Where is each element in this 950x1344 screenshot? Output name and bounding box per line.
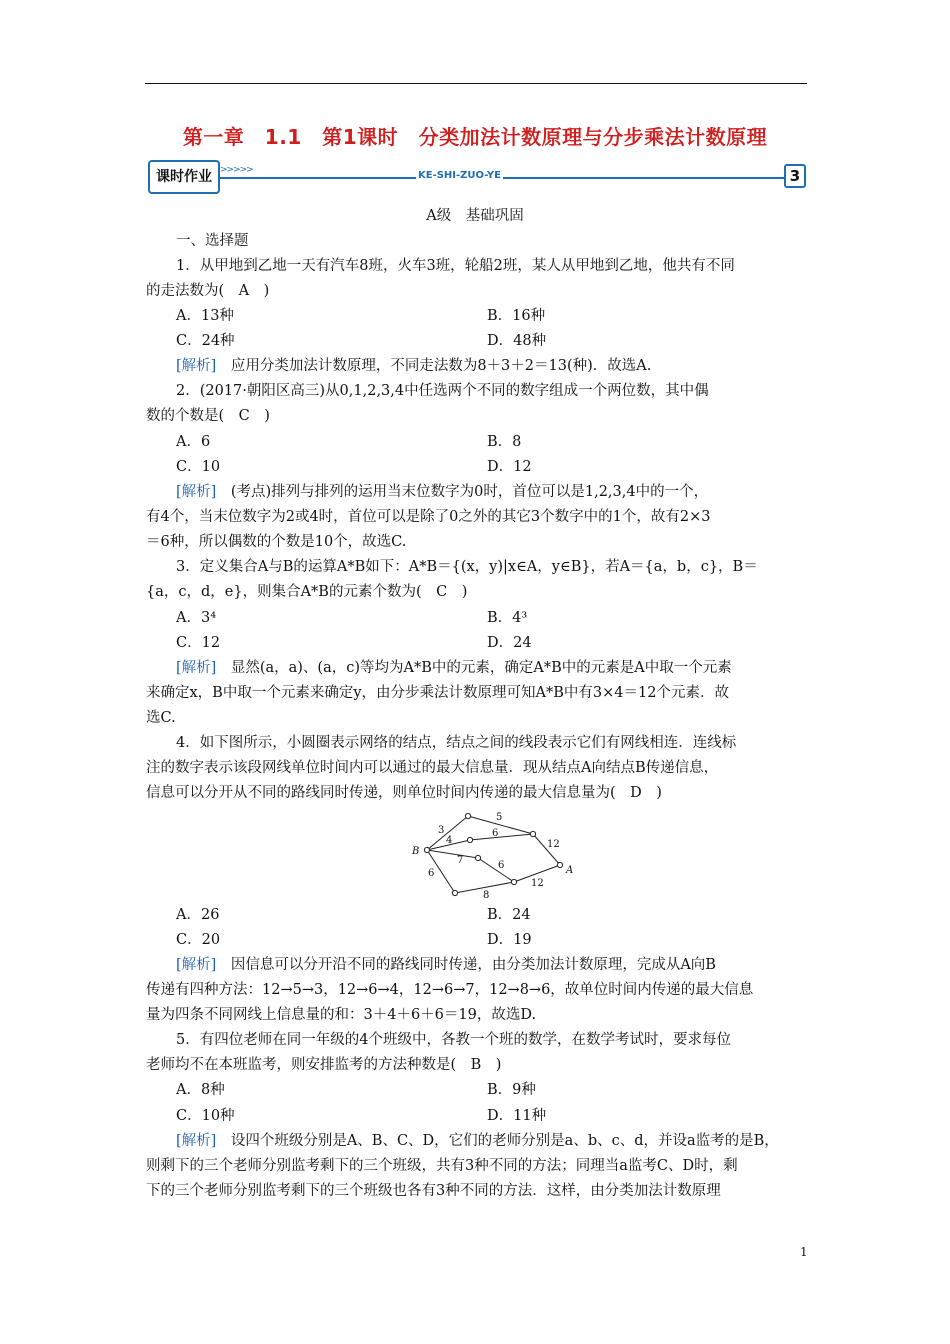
q2-option-c: C．10: [176, 459, 221, 475]
section-title: A级 基础巩固: [426, 208, 524, 224]
node-circle: [452, 890, 457, 895]
q4-solution-2: 传递有四种方法：12→5→3，12→6→4，12→6→7，12→8→6，故单位时间内传递的最大信息: [146, 982, 754, 998]
edge-label: 5: [496, 812, 503, 823]
q4-option-d: D．19: [487, 932, 532, 948]
q1-text-1: 1．从甲地到乙地一天有汽车8班，火车3班，轮船2班，某人从甲地到乙地，他共有不同: [176, 258, 735, 274]
q3-option-c: C．12: [176, 635, 221, 651]
q5-solution-2: 则剩下的三个老师分别监考剩下的三个班级，共有3种不同的方法；同理当a监考C、D时，剩: [146, 1158, 738, 1174]
q5-text-2: 老师均不在本班监考，则安排监考的方法种数是( B ): [146, 1057, 502, 1073]
q3-text-2: {a，c，d，e}，则集合A*B的元素个数为( C ): [146, 584, 468, 600]
q4-option-b: B．24: [487, 907, 531, 923]
edge-label: 12: [531, 878, 544, 889]
q5-option-b: B．9种: [487, 1082, 536, 1098]
solution-text: 设四个班级分别是A、B、C、D，它们的老师分别是a、b、c、d，并设a监考的是B，: [216, 1133, 779, 1149]
solution-tag: [解析]: [176, 660, 217, 676]
q1-option-d: D．48种: [487, 333, 547, 349]
solution-tag: [解析]: [176, 1133, 217, 1149]
edge-label: 8: [483, 890, 490, 900]
q5-solution-1: [176, 1131, 779, 1151]
q2-solution-2: 有4个，当末位数字为2或4时，首位可以是除了0之外的其它3个数字中的1个，故有2×3: [146, 509, 711, 525]
q2-option-b: B．8: [487, 434, 522, 450]
node-circle: [511, 879, 516, 884]
banner-label: 课时作业: [148, 160, 220, 194]
q3-option-d: D．24: [487, 635, 532, 651]
q2-text-2: 数的个数是( C ): [146, 408, 270, 424]
banner-number: 3: [784, 164, 806, 188]
node-circle: [465, 813, 470, 818]
node-a-circle: [557, 862, 562, 867]
node-a-label: A: [566, 865, 574, 876]
q4-option-a: A．26: [176, 907, 220, 923]
page-title: 第一章 1.1 第1课时 分类加法计数原理与分步乘法计数原理: [182, 125, 768, 149]
q1-option-b: B．16种: [487, 308, 546, 324]
q4-solution-3: 量为四条不同网线上信息量的和：3＋4＋6＋6＝19，故选D.: [146, 1007, 537, 1023]
q3-option-b: B．4³: [487, 610, 528, 626]
solution-tag: [解析]: [176, 358, 217, 374]
q3-solution-1: [176, 658, 732, 678]
edge-line: [427, 850, 478, 858]
edge-label: 6: [428, 868, 435, 879]
subsection-title: 一、选择题: [176, 233, 249, 249]
node-b-label: B: [412, 846, 420, 857]
q4-text-2: 注的数字表示该段网线单位时间内可以通过的最大信息量．现从结点A向结点B传递信息，: [146, 760, 719, 776]
q2-solution-3: ＝6种，所以偶数的个数是10个，故选C.: [146, 534, 407, 550]
q3-option-a: A．3⁴: [176, 610, 217, 626]
q4-text-3: 信息可以分开从不同的路线同时传递，则单位时间内传递的最大信息量为( D ): [146, 785, 662, 801]
network-diagram: [410, 810, 580, 900]
q5-option-d: D．11种: [487, 1108, 547, 1124]
edge-label: 3: [438, 825, 445, 836]
node-circle: [475, 855, 480, 860]
page-number: 1: [800, 1245, 808, 1259]
top-rule: [145, 83, 807, 84]
q5-text-1: 5．有四位老师在同一年级的4个班级中，各教一个班的数学，在数学考试时，要求每位: [176, 1032, 731, 1048]
q5-option-a: A．8种: [176, 1082, 225, 1098]
edge-label: 6: [498, 860, 505, 871]
q1-option-a: A．13种: [176, 308, 234, 324]
q1-text-2: 的走法数为( A ): [146, 283, 270, 299]
edge-line: [470, 834, 533, 840]
q5-solution-3: 下的三个老师分别监考剩下的三个班级也各有3种不同的方法．这样，由分类加法计数原理: [146, 1183, 721, 1199]
solution-text: 应用分类加法计数原理，不同走法数为8＋3＋2＝13(种)．故选A.: [216, 358, 652, 374]
q3-text-1: 3．定义集合A与B的运算A*B如下：A*B＝{(x，y)|x∈A，y∈B}，若A＝{a，b，c}，B＝: [176, 559, 758, 575]
q4-solution-1: [176, 955, 716, 975]
q3-solution-3: 选C.: [146, 710, 176, 726]
node-circle: [467, 837, 472, 842]
node-circle: [530, 831, 535, 836]
solution-tag: [解析]: [176, 957, 217, 973]
q3-solution-2: 来确定x，B中取一个元素来确定y，由分步乘法计数原理可知A*B中有3×4＝12个元素．故: [146, 685, 729, 701]
q2-text-1: 2．(2017·朝阳区高三)从0,1,2,3,4中任选两个不同的数字组成一个两位数，其中偶: [176, 383, 709, 399]
q5-option-c: C．10种: [176, 1108, 235, 1124]
edge-label: 7: [457, 855, 464, 866]
q2-option-d: D．12: [487, 459, 532, 475]
node-b-circle: [424, 847, 429, 852]
edge-line: [478, 858, 514, 882]
solution-text: 因信息可以分开沿不同的路线同时传递，由分类加法计数原理，完成从A向B: [216, 957, 716, 973]
solution-text: (考点)排列与排列的运用当末位数字为0时，首位可以是1,2,3,4中的一个，: [216, 484, 709, 500]
q2-solution-1: [176, 482, 708, 502]
q1-option-c: C．24种: [176, 333, 235, 349]
edge-label: 12: [547, 839, 560, 850]
q2-option-a: A．6: [176, 434, 211, 450]
q4-text-1: 4．如下图所示，小圆圈表示网络的结点，结点之间的线段表示它们有网线相连．连线标: [176, 735, 737, 751]
solution-text: 显然(a，a)、(a，c)等均为A*B中的元素，确定A*B中的元素是A中取一个元素: [216, 660, 732, 676]
q1-solution: [176, 356, 651, 376]
edge-label: 4: [446, 835, 453, 846]
solution-tag: [解析]: [176, 484, 217, 500]
homework-banner: [148, 160, 806, 192]
banner-arrows: >>>>>: [220, 165, 253, 175]
edge-label: 6: [492, 828, 499, 839]
q4-option-c: C．20: [176, 932, 221, 948]
banner-pinyin: KE-SHI-ZUO-YE: [418, 170, 501, 181]
